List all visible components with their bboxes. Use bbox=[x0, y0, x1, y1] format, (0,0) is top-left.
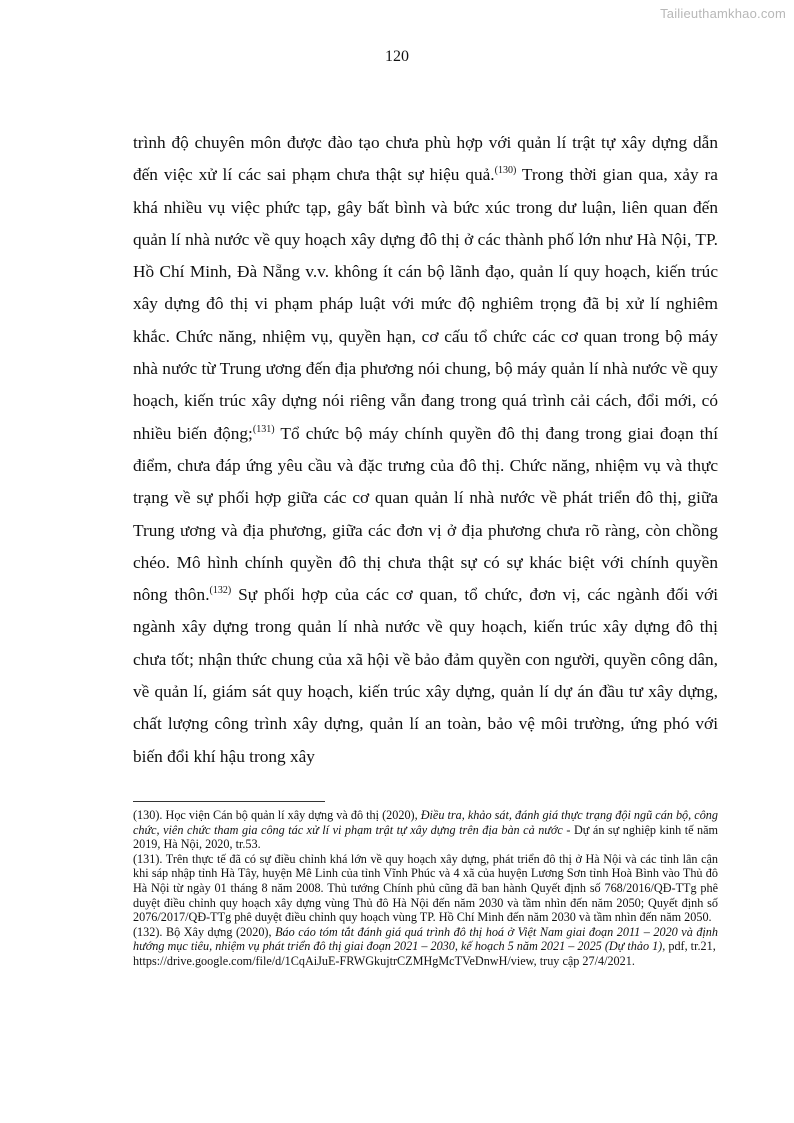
footnote-132 bbox=[133, 925, 718, 969]
body-text-segment-4: Sự phối hợp của các cơ quan, tổ chức, đơn vị, các ngành đối với ngành xây dựng trong quản lí nhà nước về quy hoạch, kiến trúc xây dựng đô thị chưa tốt; nhận thức chung của xã hội về bảo đảm quyền con người, quyền công dân, về quản lí, giám sát quy hoạch, kiến trúc xây dựng, quản lí dự án đầu tư xây dựng, chất lượng công trình xây dựng, quản lí an toàn, bảo vệ môi trường, ứng phó với biến đổi khí hậu trong xây bbox=[133, 585, 718, 766]
watermark: Tailieuthamkhao.com bbox=[660, 6, 786, 21]
footnote-130 bbox=[133, 808, 718, 852]
footnote-132-title: Báo cáo tóm tắt đánh giá quá trình đô thị hoá ở Việt Nam giai đoạn 2011 – 2020 và định hướng mục tiêu, nhiệm vụ phát triển đô thị giai đoạn 2021 – 2030, kế hoạch 5 năm 2021 – 2025 (Dự thảo 1) bbox=[133, 924, 718, 954]
body-text-segment-2: Trong thời gian qua, xảy ra khá nhiều vụ việc phức tạp, gây bất bình và bức xúc trong dư luận, liên quan đến quản lí nhà nước về quy hoạch xây dựng đô thị ở các thành phố lớn như Hà Nội, TP. Hồ Chí Minh, Đà Nẵng v.v. không ít cán bộ lãnh đạo, quản lí quy hoạch, kiến trúc xây dựng đô thị vi phạm pháp luật với mức độ nghiêm trọng đã bị xử lí nghiêm khắc. Chức năng, nhiệm vụ, quyền hạn, cơ cấu tổ chức các cơ quan trong bộ máy nhà nước từ Trung ương đến địa phương nói chung, bộ máy quản lí nhà nước về quy hoạch, kiến trúc xây dựng nói riêng vẫn đang trong quá trình cải cách, đổi mới, có nhiều biến động; bbox=[133, 165, 718, 443]
footnote-ref-132[interactable]: (132) bbox=[209, 585, 232, 597]
body-text-segment-3: Tổ chức bộ máy chính quyền đô thị đang trong giai đoạn thí điểm, chưa đáp ứng yêu cầu và đặc trưng của đô thị. Chức năng, nhiệm vụ và thực trạng về sự phối hợp giữa các cơ quan quản lí nhà nước về phát triển đô thị, giữa Trung ương và địa phương, giữa các đơn vị ở địa phương chưa rõ ràng, còn chồng chéo. Mô hình chính quyền đô thị chưa thật sự có sự khác biệt với chính quyền nông thôn. bbox=[133, 423, 718, 605]
footnote-separator bbox=[133, 801, 325, 802]
footnote-131: (131). Trên thực tế đã có sự điều chỉnh khá lớn về quy hoạch xây dựng, phát triển đô thị ở Hà Nội và các tỉnh lân cận khi sáp nhập tỉnh Hà Tây, huyện Mê Linh của tỉnh Vĩnh Phúc và 4 xã của huyện Lương Sơn tỉnh Hoà Bình vào Thủ đô Hà Nội từ ngày 01 tháng 8 năm 2008. Thủ tướng Chính phủ cũng đã ban hành Quyết định số 768/2016/QĐ-TTg phê duyệt điều chỉnh quy hoạch xây dựng vùng Thủ đô Hà Nội đến năm 2030 và tầm nhìn đến năm 2050; Quyết định số 2076/2017/QĐ-TTg phê duyệt điều chỉnh quy hoạch vùng TP. Hồ Chí Minh đến năm 2030 và tầm nhìn đến năm 2050. bbox=[133, 851, 718, 925]
footnote-132-url-link[interactable]: https://drive.google.com/file/d/1CqAiJuE-FRWGkujtrCZMHgMcTVeDnwH/view, truy cập 27/4/2021. bbox=[133, 953, 635, 968]
footnote-ref-130[interactable]: (130) bbox=[494, 165, 517, 177]
body-text-segment-1: trình độ chuyên môn được đào tạo chưa phù hợp với quản lí trật tự xây dựng dẫn đến việc xử lí các sai phạm chưa thật sự hiệu quả. bbox=[133, 133, 718, 185]
footnote-132-lead: (132). Bộ Xây dựng (2020), bbox=[133, 924, 276, 939]
footnote-132-tail: , pdf, tr.21, bbox=[662, 939, 716, 954]
body-paragraph bbox=[133, 127, 718, 773]
footnote-ref-131[interactable]: (131) bbox=[252, 423, 275, 435]
footnote-130-lead: (130). Học viện Cán bộ quản lí xây dựng và đô thị (2020), bbox=[133, 808, 421, 822]
page-number: 120 bbox=[385, 48, 409, 65]
footnotes bbox=[133, 808, 718, 969]
footnote-130-tail: - Dự án sự nghiệp kinh tế năm 2019, Hà Nội, 2020, tr.53. bbox=[133, 822, 719, 852]
footnote-130-title: Điều tra, khảo sát, đánh giá thực trạng đội ngũ cán bộ, công chức, viên chức tham gia công tác xử lí vi phạm trật tự xây dựng trên địa bàn cả nước bbox=[133, 808, 718, 837]
